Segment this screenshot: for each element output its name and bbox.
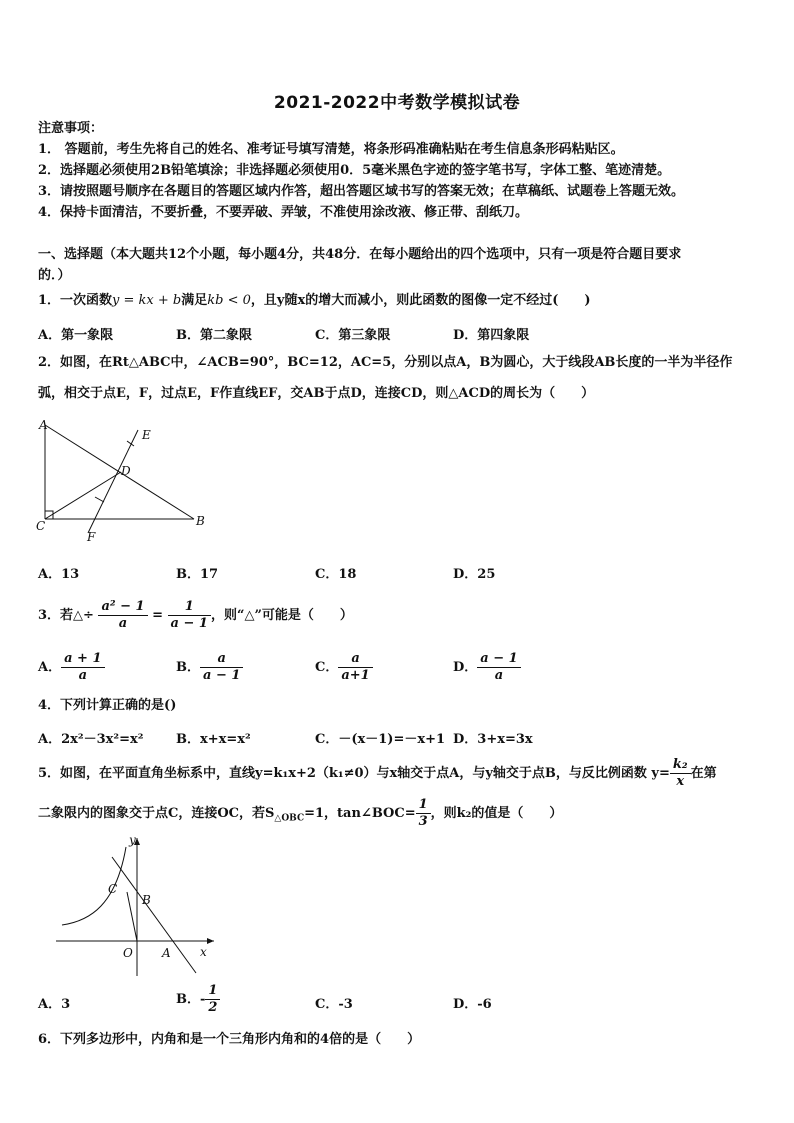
q1-stem	[38, 292, 591, 310]
q3-option-b-den: a − 1	[203, 668, 241, 683]
q5-x-arrow	[207, 938, 214, 944]
q5-k2-num: k₂	[670, 757, 691, 774]
q5-stem-line2	[38, 797, 562, 836]
q2-label-e: E	[142, 428, 151, 442]
q5-tan-fraction	[416, 797, 431, 830]
q2-figure	[30, 415, 220, 545]
q5-option-b	[176, 982, 220, 1018]
q3-option-b	[176, 650, 243, 686]
q4-option-b: B．x+x=x²	[176, 732, 251, 747]
q5-option-c: C．-3	[315, 997, 353, 1012]
q3-option-c-label: C．	[315, 660, 339, 675]
q2-label-d: D	[121, 464, 131, 478]
q1-formula: y = kx + b	[112, 293, 182, 308]
q3-equals: =	[152, 608, 164, 623]
q3-option-a-label: A．	[38, 660, 62, 675]
q3-prefix: 3．若△÷	[38, 608, 94, 623]
q2-option-a: A．13	[38, 567, 80, 582]
q4-option-c: C．－(x－1)=－x+1	[315, 732, 446, 747]
q5-option-b-den: 2	[208, 1000, 218, 1015]
q1-mid: 满足	[181, 293, 208, 308]
q3-stem	[38, 598, 353, 634]
q5-line1-end: 在第	[690, 766, 717, 781]
q2-label-b: B	[196, 514, 205, 528]
section-heading-line2: 的．）	[38, 268, 71, 283]
notice-item-4: 4．保持卡面清洁，不要折叠，不要弄破、弄皱，不准使用涂改液、修正带、刮纸刀。	[38, 205, 529, 220]
q3-rhs-numerator: 1	[168, 599, 211, 616]
notice-item-3: 3．请按照题号顺序在各题目的答题区域内作答，超出答题区域书写的答案无效；在草稿纸、试题卷上答题无效。	[38, 184, 685, 199]
q4-option-d: D．3+x=3x	[453, 732, 533, 747]
q2-stem-line1: 2．如图，在Rt△ABC中，∠ACB=90°，BC=12，AC=5，分别以点A，B为圆心，大于线段AB长度的一半为半径作	[38, 355, 733, 370]
q4-stem: 4．下列计算正确的是()	[38, 698, 177, 713]
q3-lhs-denominator: a	[118, 616, 128, 631]
q3-option-b-label: B．	[176, 660, 200, 675]
q5-area-subscript: △OBC	[274, 813, 305, 824]
q5-option-b-label: B．-	[176, 992, 206, 1007]
q5-tan-num: 1	[416, 797, 431, 814]
q1-prefix: 1．一次函数	[38, 293, 113, 308]
q3-option-d-num: a − 1	[477, 651, 520, 668]
q1-option-c: C．第三象限	[315, 328, 391, 343]
q4-option-a: A．2x²－3x²=x²	[38, 732, 144, 747]
q3-option-b-num: a	[200, 651, 243, 668]
q5-stem-line1	[38, 757, 717, 791]
q3-rhs-denominator: a − 1	[170, 616, 208, 631]
q5-figure	[50, 833, 220, 983]
q1-condition: kb < 0	[207, 293, 251, 308]
q2-label-a: A	[39, 418, 48, 432]
q3-option-c	[315, 650, 373, 686]
q2-label-f: F	[87, 530, 96, 544]
q5-label-y: y	[129, 833, 136, 847]
q1-option-b: B．第二象限	[176, 328, 252, 343]
q5-option-b-num: 1	[205, 983, 220, 1000]
q3-option-a-num: a + 1	[61, 651, 104, 668]
q3-option-c-num: a	[338, 651, 372, 668]
q2-option-b: B．17	[176, 567, 219, 582]
notice-item-1: 1． 答题前，考生先将自己的姓名、准考证号填写清楚，将条形码准确粘贴在考生信息条形码粘贴区。	[38, 142, 624, 157]
section-heading-line1: 一、选择题（本大题共12个小题，每小题4分，共48分．在每小题给出的四个选项中，只有一项是符合题目要求	[38, 247, 682, 262]
q5-k2-fraction	[670, 757, 691, 790]
q3-option-c-den: a+1	[341, 668, 370, 683]
q3-option-d	[453, 650, 521, 686]
q3-option-d-label: D．	[453, 660, 478, 675]
q5-option-d: D．-6	[453, 997, 492, 1012]
q3-option-a	[38, 650, 105, 686]
q1-option-d: D．第四象限	[453, 328, 530, 343]
q5-k2-den: x	[676, 774, 685, 789]
notice-heading: 注意事项：	[38, 121, 104, 136]
q2-label-c: C	[36, 519, 46, 533]
q2-segment-cd	[45, 472, 121, 519]
q2-option-d: D．25	[453, 567, 496, 582]
q1-suffix: ，且y随x的增大而减小，则此函数的图像一定不经过( )	[250, 293, 591, 308]
q3-lhs-numerator: a² − 1	[98, 599, 147, 616]
q5-segment-oc	[127, 892, 137, 941]
q5-label-b: B	[142, 893, 151, 907]
q3-option-d-den: a	[494, 668, 504, 683]
q5-label-c: C	[108, 882, 118, 896]
q3-option-a-den: a	[78, 668, 88, 683]
q5-line2-text: 二象限内的图象交于点C，连接OC，若S	[38, 806, 275, 821]
q5-line2-end: ，则k₂的值是（ ）	[430, 806, 563, 821]
notice-item-2: 2．选择题必须使用2B铅笔填涂；非选择题必须使用0．5毫米黑色字迹的签字笔书写，字体工整、笔迹清楚。	[38, 163, 671, 178]
q3-lhs-fraction	[98, 599, 147, 632]
q3-suffix: ，则“△”可能是（ ）	[210, 608, 353, 623]
q1-option-a: A．第一象限	[38, 328, 114, 343]
q5-line1-text: 5．如图，在平面直角坐标系中，直线y=k₁x+2（k₁≠0）与x轴交于点A，与y轴交于点B，与反比例函数 y=	[38, 766, 670, 781]
q2-line-ef	[88, 430, 138, 533]
q2-stem-line2: 弧，相交于点E，F，过点E，F作直线EF，交AB于点D，连接CD，则△ACD的周长为（ ）	[38, 386, 595, 401]
q5-tan-den: 3	[418, 814, 428, 829]
page-title: 2021-2022中考数学模拟试卷	[273, 93, 521, 113]
q5-label-o: O	[123, 946, 133, 960]
q5-line2-mid: =1，tan∠BOC=	[304, 806, 416, 821]
q5-label-x: x	[200, 945, 207, 959]
q5-option-a: A．3	[38, 997, 71, 1012]
q3-rhs-fraction	[168, 599, 211, 632]
q6-stem: 6．下列多边形中，内角和是一个三角形内角和的4倍的是（ ）	[38, 1032, 421, 1047]
q2-option-c: C．18	[315, 567, 357, 582]
q5-label-a: A	[162, 946, 171, 960]
